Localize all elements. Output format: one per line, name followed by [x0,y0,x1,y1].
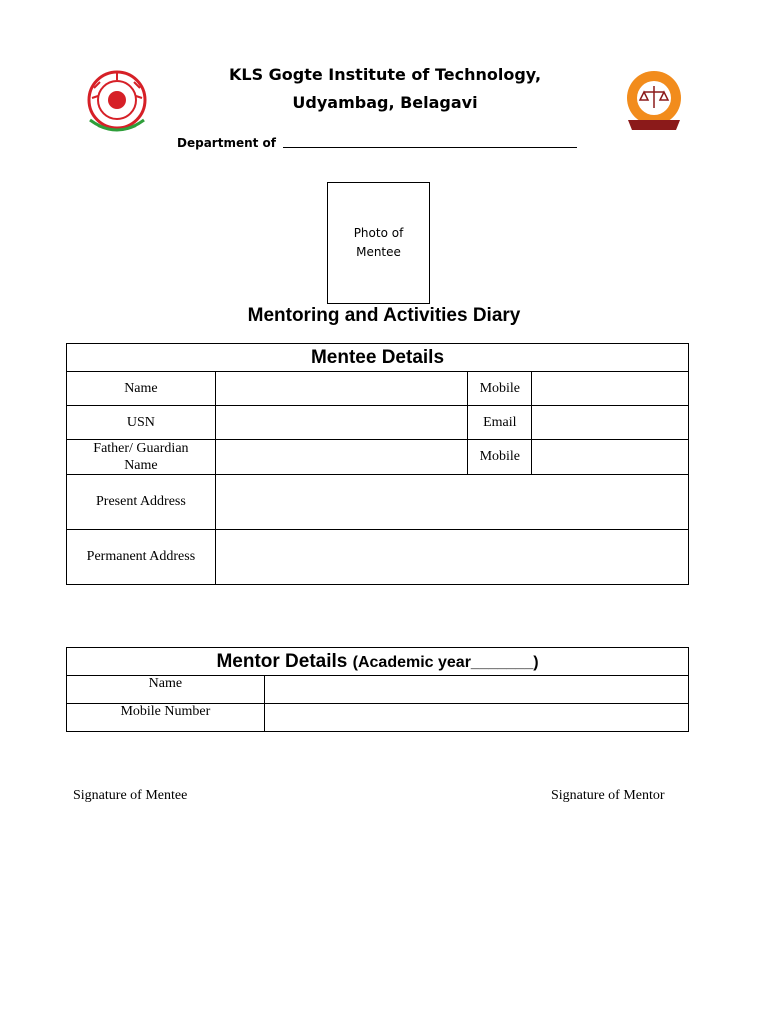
mentor-mobile-label: Mobile Number [67,704,265,732]
mentee-mobile-label: Mobile [468,372,532,406]
signature-mentor-label: Signature of Mentor [551,788,665,803]
mentee-email-field[interactable] [532,406,689,440]
guardian-name-label [67,440,216,475]
institute-name-line1: KLS Gogte Institute of Technology, [228,65,542,84]
mentor-details-heading [67,648,689,676]
mentee-email-label: Email [468,406,532,440]
mentor-mobile-field[interactable] [264,704,688,732]
guardian-name-field[interactable] [215,440,468,475]
department-label: Department of [177,136,277,150]
institute-emblem-right [620,68,688,136]
academic-year-label: (Academic year_______) [352,653,539,671]
mentor-name-label: Name [67,676,265,704]
institute-emblem-left [80,68,154,136]
mentor-details-table [66,647,689,732]
mentee-photo-box [327,182,430,304]
permanent-address-field[interactable] [215,530,688,585]
mentor-heading-text: Mentor Details [216,650,348,672]
guardian-label-line2: Name [124,458,158,473]
mentor-name-field[interactable] [264,676,688,704]
signature-mentee-label: Signature of Mentee [73,788,188,803]
photo-label-line1: Photo of [353,226,404,240]
mentee-mobile-field[interactable] [532,372,689,406]
mentee-name-field[interactable] [215,372,468,406]
mentee-details-table [66,343,689,585]
mentee-details-heading: Mentee Details [67,344,689,372]
guardian-mobile-label: Mobile [468,440,532,475]
mentee-usn-field[interactable] [215,406,468,440]
present-address-label: Present Address [67,475,216,530]
department-blank-line [283,147,577,148]
permanent-address-label: Permanent Address [67,530,216,585]
guardian-mobile-field[interactable] [532,440,689,475]
institute-name-line2: Udyambag, Belagavi [292,93,478,112]
present-address-field[interactable] [215,475,688,530]
mentee-name-label: Name [67,372,216,406]
guardian-label-line1: Father/ Guardian [93,441,189,456]
diary-title: Mentoring and Activities Diary [247,305,521,326]
photo-label-line2: Mentee [356,245,401,259]
mentee-usn-label: USN [67,406,216,440]
